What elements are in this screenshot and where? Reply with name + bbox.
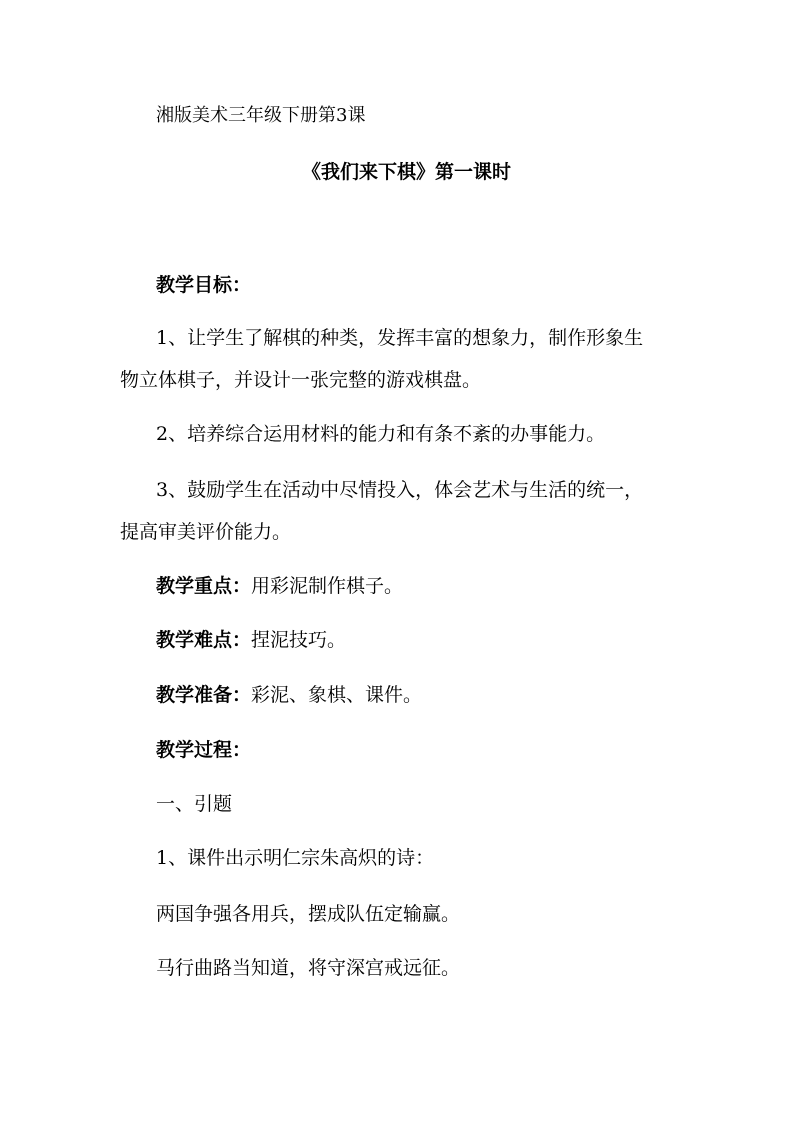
difficulty-value: 捏泥技巧。 — [251, 629, 347, 651]
key-point-row — [156, 574, 403, 598]
objective-3-line-2: 提高审美评价能力。 — [120, 521, 292, 543]
preparation-label: 教学准备： — [156, 684, 252, 706]
key-point-label: 教学重点： — [156, 575, 252, 597]
step-1: 1、课件出示明仁宗朱高炽的诗： — [156, 847, 435, 869]
process-heading: 教学过程： — [156, 739, 252, 761]
difficulty-label: 教学难点： — [156, 629, 252, 651]
objectives-heading: 教学目标： — [156, 274, 252, 296]
preparation-row — [156, 683, 422, 707]
section-1-heading: 一、引题 — [156, 793, 233, 815]
objective-1-line-1: 1、让学生了解棋的种类，发挥丰富的想象力，制作形象生 — [156, 327, 644, 349]
objective-1-line-2: 物立体棋子，并设计一张完整的游戏棋盘。 — [120, 369, 482, 391]
key-point-value: 用彩泥制作棋子。 — [251, 575, 404, 597]
course-header: 湘版美术三年级下册第3课 — [156, 105, 366, 126]
poem-line-1: 两国争强各用兵，摆成队伍定输赢。 — [156, 903, 461, 925]
objective-2: 2、培养综合运用材料的能力和有条不紊的办事能力。 — [156, 423, 606, 445]
difficulty-row — [156, 628, 346, 652]
objective-3-line-1: 3、鼓励学生在活动中尽情投入，体会艺术与生活的统一， — [156, 479, 644, 501]
preparation-value: 彩泥、象棋、课件。 — [251, 684, 423, 706]
page-title: 《我们来下棋》第一课时 — [302, 161, 512, 183]
poem-line-2: 马行曲路当知道，将守深宫戒远征。 — [156, 957, 461, 979]
